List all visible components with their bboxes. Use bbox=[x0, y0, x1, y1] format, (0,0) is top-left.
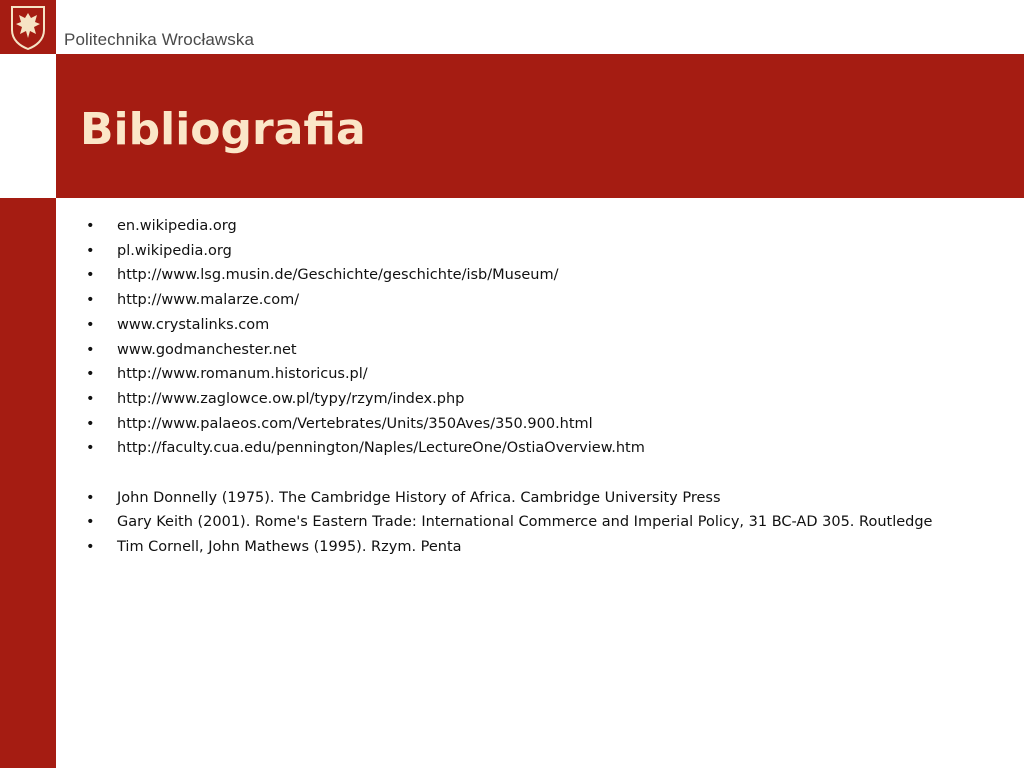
list-item-text: pl.wikipedia.org bbox=[117, 242, 232, 259]
bullet-icon: • bbox=[86, 366, 95, 383]
bullet-icon: • bbox=[86, 390, 95, 407]
university-logo bbox=[0, 0, 56, 54]
list-item-text: John Donnelly (1975). The Cambridge History of Africa. Cambridge University Press bbox=[117, 489, 721, 506]
bullet-icon: • bbox=[86, 316, 95, 333]
list-item-text: http://www.malarze.com/ bbox=[117, 292, 300, 309]
list-item-text: Tim Cornell, John Mathews (1995). Rzym. Penta bbox=[117, 539, 462, 556]
left-decorative-strip bbox=[0, 198, 56, 768]
list-item bbox=[84, 263, 1004, 288]
list-item bbox=[84, 436, 1004, 461]
list-item-text: www.crystalinks.com bbox=[117, 316, 270, 333]
bullet-icon: • bbox=[86, 514, 95, 531]
bullet-icon: • bbox=[86, 218, 95, 234]
bullet-icon: • bbox=[86, 292, 95, 309]
bibliography-content bbox=[84, 214, 1004, 560]
list-item-text: en.wikipedia.org bbox=[117, 218, 237, 234]
bullet-icon: • bbox=[86, 341, 95, 358]
list-item bbox=[84, 338, 1004, 363]
book-sources-list bbox=[84, 486, 1004, 560]
bullet-icon: • bbox=[86, 242, 95, 259]
list-item bbox=[84, 362, 1004, 387]
list-item-text: http://www.zaglowce.ow.pl/typy/rzym/index.php bbox=[117, 390, 465, 407]
bullet-icon: • bbox=[86, 267, 95, 284]
list-item bbox=[84, 239, 1004, 264]
list-item bbox=[84, 288, 1004, 313]
list-item bbox=[84, 412, 1004, 437]
eagle-crest-icon bbox=[8, 4, 48, 50]
list-item-text: http://www.lsg.musin.de/Geschichte/geschichte/isb/Museum/ bbox=[117, 267, 559, 284]
list-spacer bbox=[84, 461, 1004, 486]
list-item-text: http://www.palaeos.com/Vertebrates/Units/350Aves/350.900.html bbox=[117, 415, 593, 432]
university-name: Politechnika Wrocławska bbox=[64, 30, 255, 49]
list-item bbox=[84, 313, 1004, 338]
list-item bbox=[84, 387, 1004, 412]
bullet-icon: • bbox=[86, 415, 95, 432]
bullet-icon: • bbox=[86, 539, 95, 556]
list-item bbox=[84, 535, 1004, 560]
list-item bbox=[84, 486, 1004, 511]
list-item bbox=[84, 214, 1004, 239]
list-item-text: http://faculty.cua.edu/pennington/Naples/LectureOne/OstiaOverview.htm bbox=[117, 440, 645, 457]
list-item-text: www.godmanchester.net bbox=[117, 341, 297, 358]
bullet-icon: • bbox=[86, 440, 95, 457]
web-sources-list bbox=[84, 214, 1004, 461]
list-item bbox=[84, 510, 1004, 535]
list-item-text: Gary Keith (2001). Rome's Eastern Trade: International Commerce and Imperial Policy, 31 BC-AD 305. Routledge bbox=[117, 514, 933, 531]
bullet-icon: • bbox=[86, 489, 95, 506]
slide-title: Bibliografia bbox=[80, 104, 366, 155]
list-item-text: http://www.romanum.historicus.pl/ bbox=[117, 366, 368, 383]
